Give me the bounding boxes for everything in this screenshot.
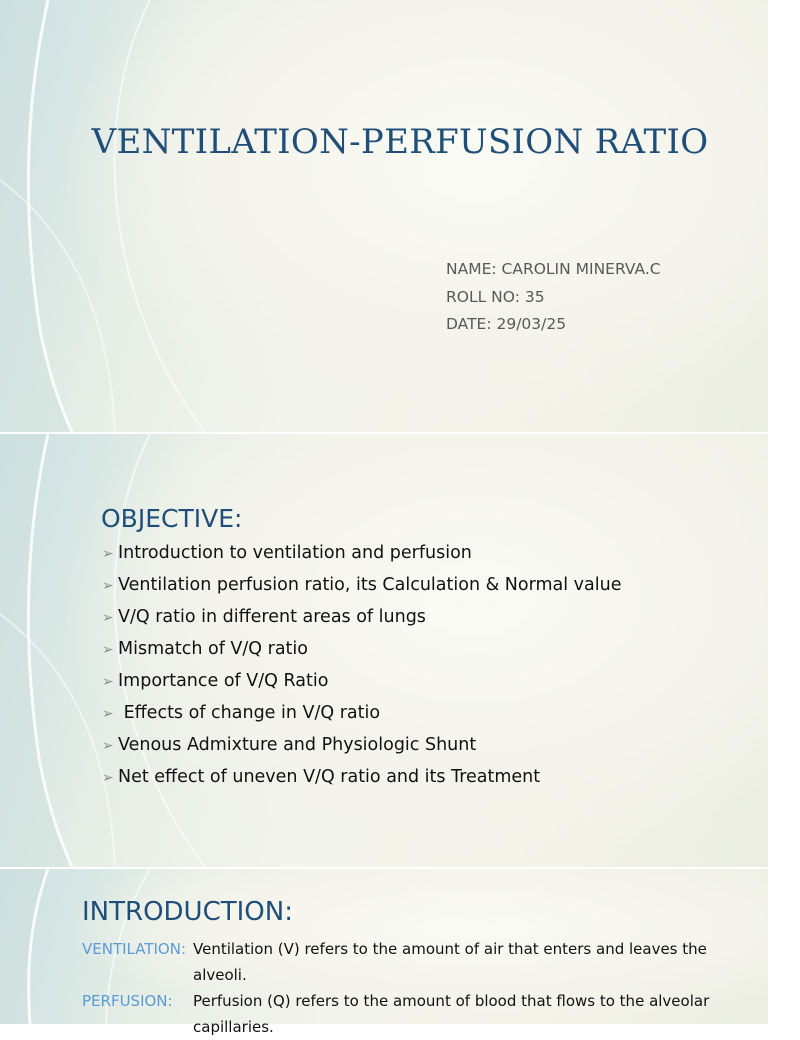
list-item: ➢ Mismatch of V/Q ratio — [102, 634, 621, 666]
presenter-details — [446, 256, 661, 339]
list-item: ➢ V/Q ratio in different areas of lungs — [102, 602, 621, 634]
presentation-date: DATE: 29/03/25 — [446, 315, 567, 333]
definition-text: Ventilation (V) refers to the amount of air that enters and leaves the alveoli. — [193, 940, 707, 984]
objective-list — [102, 538, 621, 794]
arrowhead-bullet-icon: ➢ — [102, 578, 114, 594]
definition-text: Perfusion (Q) refers to the amount of blood that flows to the alveolar capillaries. — [193, 992, 710, 1036]
arrowhead-bullet-icon: ➢ — [102, 770, 114, 786]
arrowhead-bullet-icon: ➢ — [102, 706, 114, 722]
list-item: ➢ Importance of V/Q Ratio — [102, 666, 621, 698]
roll-number: ROLL NO: 35 — [446, 287, 545, 306]
arrowhead-bullet-icon: ➢ — [102, 738, 114, 754]
definition-perfusion — [82, 988, 733, 1040]
list-item: ➢ Venous Admixture and Physiologic Shunt — [102, 730, 621, 762]
arrowhead-bullet-icon: ➢ — [102, 642, 114, 658]
definition-term: VENTILATION: — [82, 940, 187, 958]
definition-list — [82, 936, 733, 1040]
arrowhead-bullet-icon: ➢ — [102, 546, 114, 562]
objective-heading: OBJECTIVE: — [101, 504, 243, 533]
arrowhead-bullet-icon: ➢ — [102, 610, 114, 626]
slide-background-curves — [0, 0, 768, 432]
title-slide — [0, 0, 768, 432]
definition-term: PERFUSION: — [82, 992, 173, 1010]
list-item: ➢ Introduction to ventilation and perfusion — [102, 538, 621, 570]
list-item: ➢ Ventilation perfusion ratio, its Calculation & Normal value — [102, 570, 621, 602]
definition-ventilation — [82, 936, 733, 988]
introduction-slide — [0, 869, 768, 1036]
presentation-title: VENTILATION-PERFUSION RATIO — [91, 122, 709, 162]
list-item: ➢ Effects of change in V/Q ratio — [102, 698, 621, 730]
introduction-heading: INTRODUCTION: — [82, 897, 293, 927]
objective-slide — [0, 434, 768, 867]
presenter-name: NAME: CAROLIN MINERVA.C — [446, 260, 661, 278]
arrowhead-bullet-icon: ➢ — [102, 674, 114, 690]
list-item: ➢ Net effect of uneven V/Q ratio and its Treatment — [102, 762, 621, 794]
